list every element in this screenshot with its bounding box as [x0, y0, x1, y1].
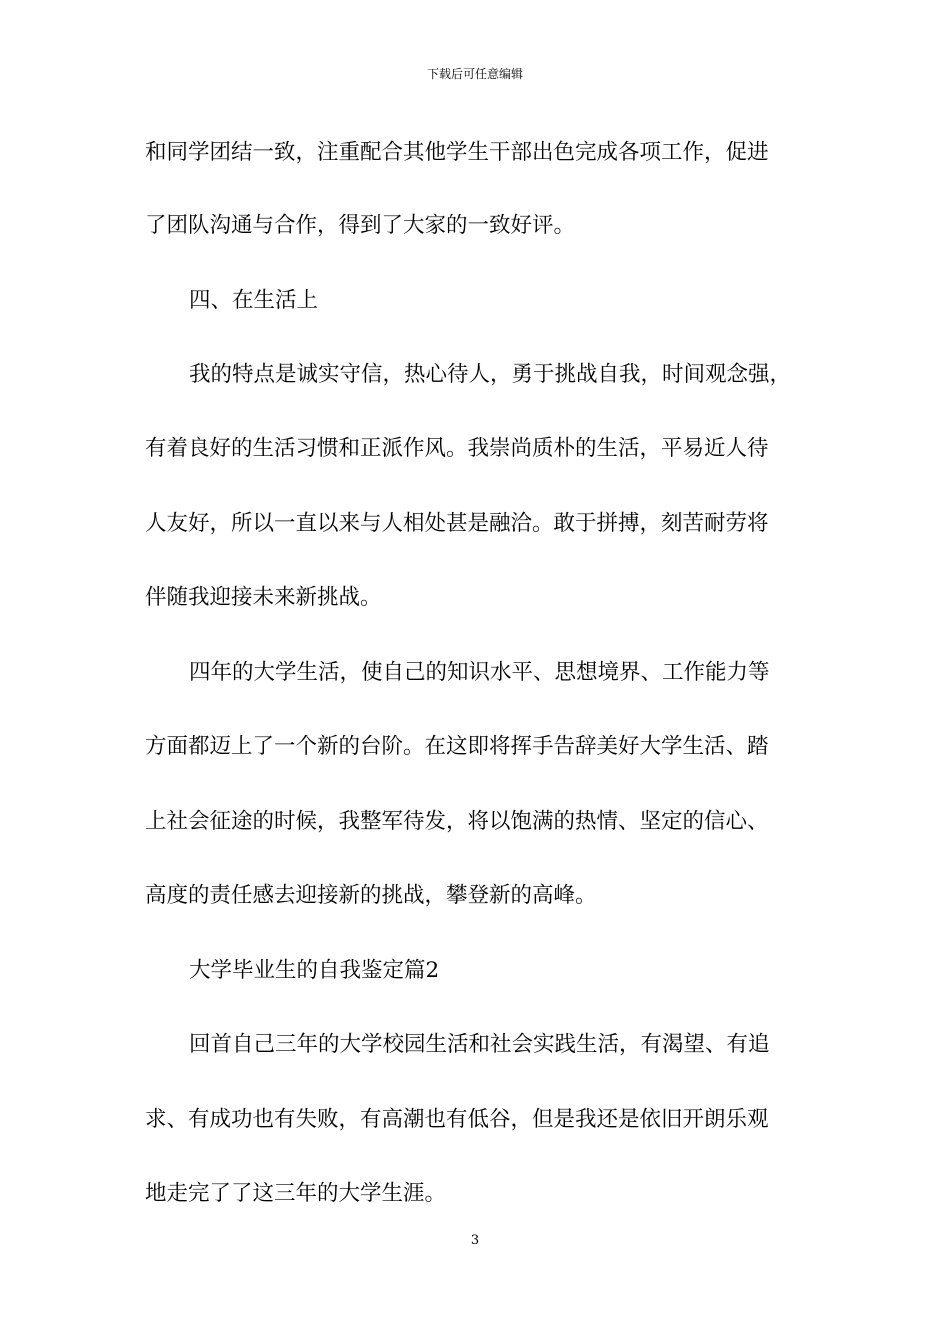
body-text-line: 我的特点是诚实守信，热心待人，勇于挑战自我，时间观念强，: [189, 362, 792, 387]
body-text-line: 有着良好的生活习惯和正派作风。我崇尚质朴的生活，平易近人待: [145, 436, 769, 461]
article-title: 大学毕业生的自我鉴定篇2: [189, 958, 440, 983]
body-text-line: 高度的责任感去迎接新的挑战，攀登新的高峰。: [145, 883, 597, 908]
body-text-line: 上社会征途的时候，我整军待发，将以饱满的热情、坚定的信心、: [145, 809, 769, 834]
body-text-line: 地走完了了这三年的大学生涯。: [145, 1181, 447, 1206]
body-text-line: 和同学团结一致，注重配合其他学生干部出色完成各项工作，促进: [145, 140, 769, 165]
body-text-line: 伴随我迎接未来新挑战。: [145, 585, 382, 610]
body-text-line: 人友好，所以一直以来与人相处甚是融洽。敢于拼搏，刻苦耐劳将: [145, 511, 769, 536]
section-heading: 四、在生活上: [189, 288, 319, 313]
body-text-line: 了团队沟通与合作，得到了大家的一致好评。: [145, 213, 576, 238]
body-text-line: 四年的大学生活，使自己的知识水平、思想境界、工作能力等: [189, 660, 770, 685]
body-text-line: 回首自己三年的大学校园生活和社会实践生活，有渴望、有追: [189, 1032, 770, 1057]
body-text-line: 方面都迈上了一个新的台阶。在这即将挥手告辞美好大学生活、踏: [145, 734, 769, 759]
page-number: 3: [470, 1233, 480, 1248]
body-text-line: 求、有成功也有失败，有高潮也有低谷，但是我还是依旧开朗乐观: [145, 1107, 769, 1132]
page-header: 下载后可任意编辑: [426, 67, 523, 81]
